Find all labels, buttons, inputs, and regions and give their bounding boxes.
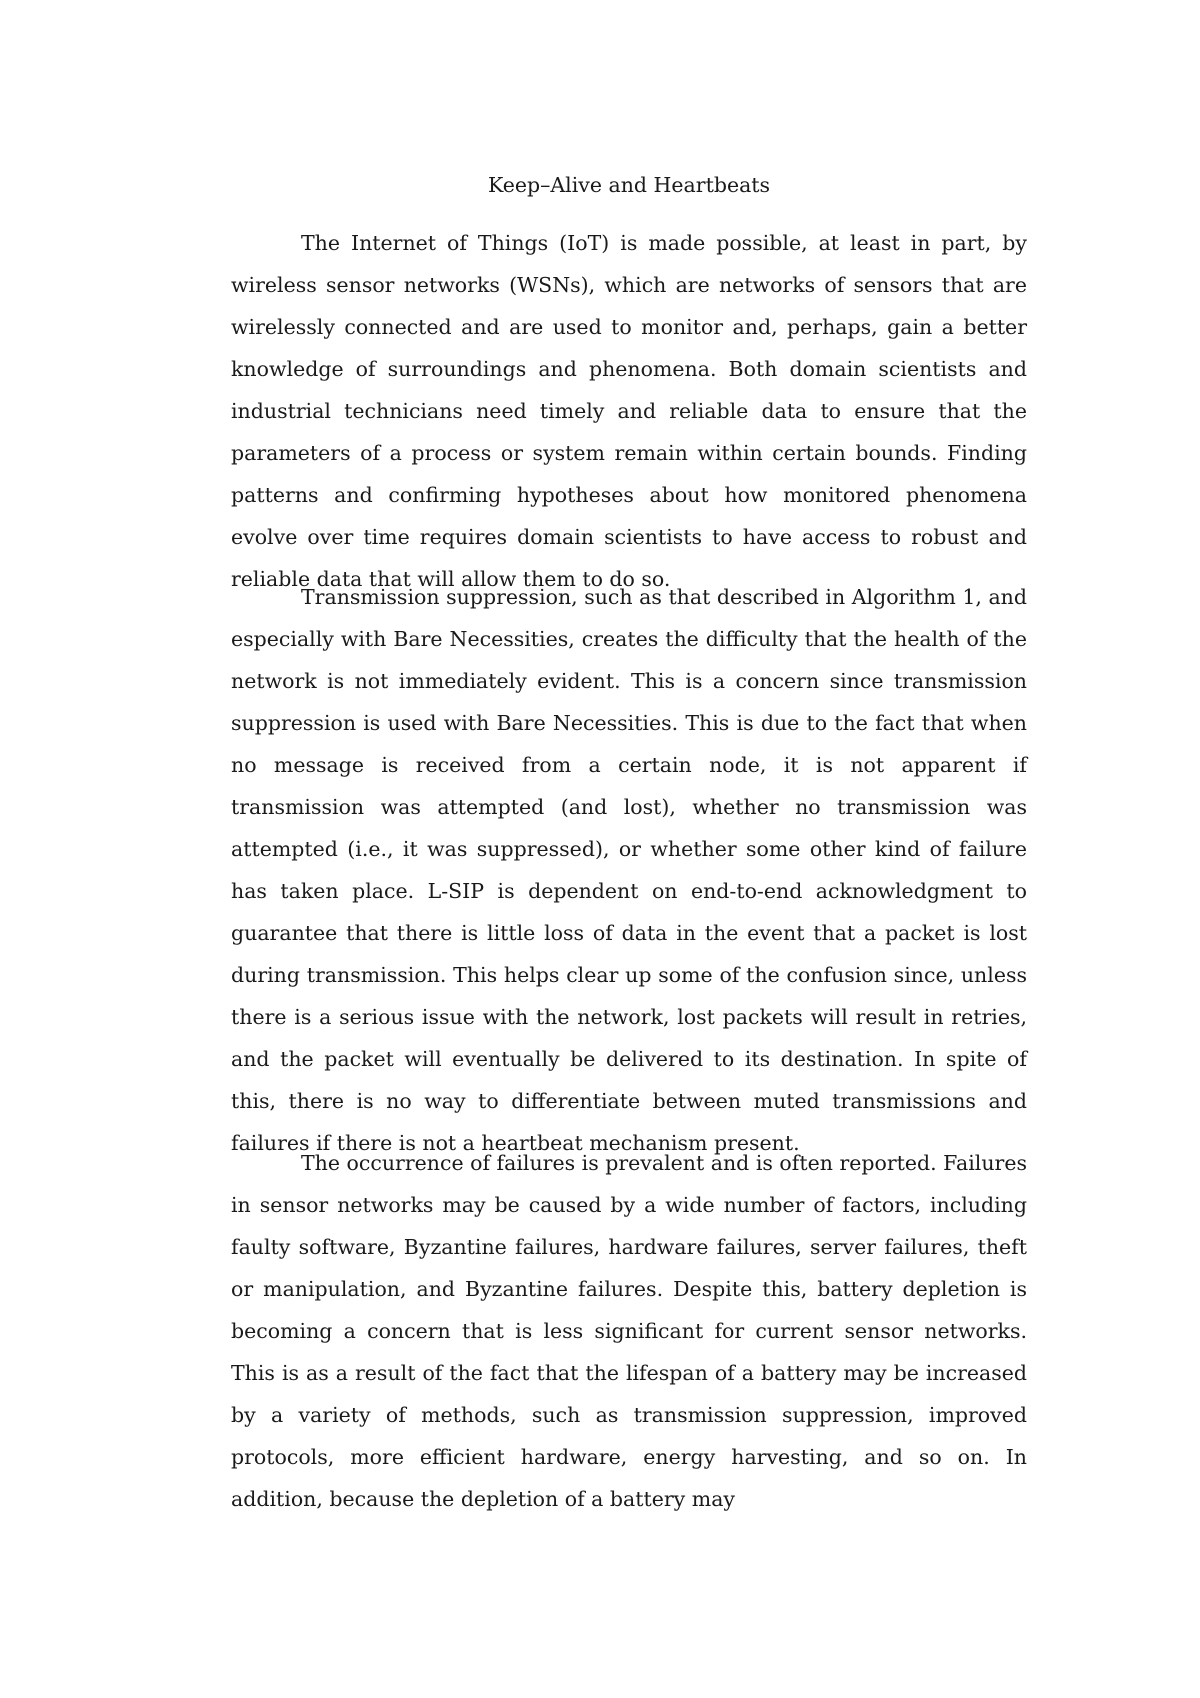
paragraph-3-container [231, 1142, 1027, 1520]
paragraph-1: The Internet of Things (IoT) is made possible, at least in part, by wireless sensor networks (WSNs), which are networks of sensors that are wirelessly connected and are used to monitor and, perhaps, gain a better knowledge of surroundings and phenomena. Both domain scientists and industrial technicians need timely and reliable data to ensure that the parameters of a process or system remain within certain bounds. Finding patterns and confirming hypotheses about how monitored phenomena evolve over time requires domain scientists to have access to robust and reliable data that will allow them to do so. [231, 231, 1027, 591]
paragraph-2-container [231, 576, 1027, 1164]
paragraph-1-container [231, 222, 1027, 600]
paragraph-3: The occurrence of failures is prevalent and is often reported. Failures in sensor networks may be caused by a wide number of factors, including faulty software, Byzantine failures, hardware failures, server failures, theft or manipulation, and Byzantine failures. Despite this, battery depletion is becoming a concern that is less significant for current sensor networks. This is as a result of the fact that the lifespan of a battery may be increased by a variety of methods, such as transmission suppression, improved protocols, more efficient hardware, energy harvesting, and so on. In addition, because the depletion of a battery may [231, 1151, 1027, 1511]
document-title: Keep–Alive and Heartbeats [487, 173, 771, 197]
paragraph-2: Transmission suppression, such as that described in Algorithm 1, and especially with Bare Necessities, creates the difficulty that the health of the network is not immediately evident. This is a concern since transmission suppression is used with Bare Necessities. This is due to the fact that when no message is received from a certain node, it is not apparent if transmission was attempted (and lost), whether no transmission was attempted (i.e., it was suppressed), or whether some other kind of failure has taken place. L-SIP is dependent on end-to-end acknowledgment to guarantee that there is little loss of data in the event that a packet is lost during transmission. This helps clear up some of the confusion since, unless there is a serious issue with the network, lost packets will result in retries, and the packet will eventually be delivered to its destination. In spite of this, there is no way to differentiate between muted transmissions and failures if there is not a heartbeat mechanism present. [231, 585, 1027, 1155]
